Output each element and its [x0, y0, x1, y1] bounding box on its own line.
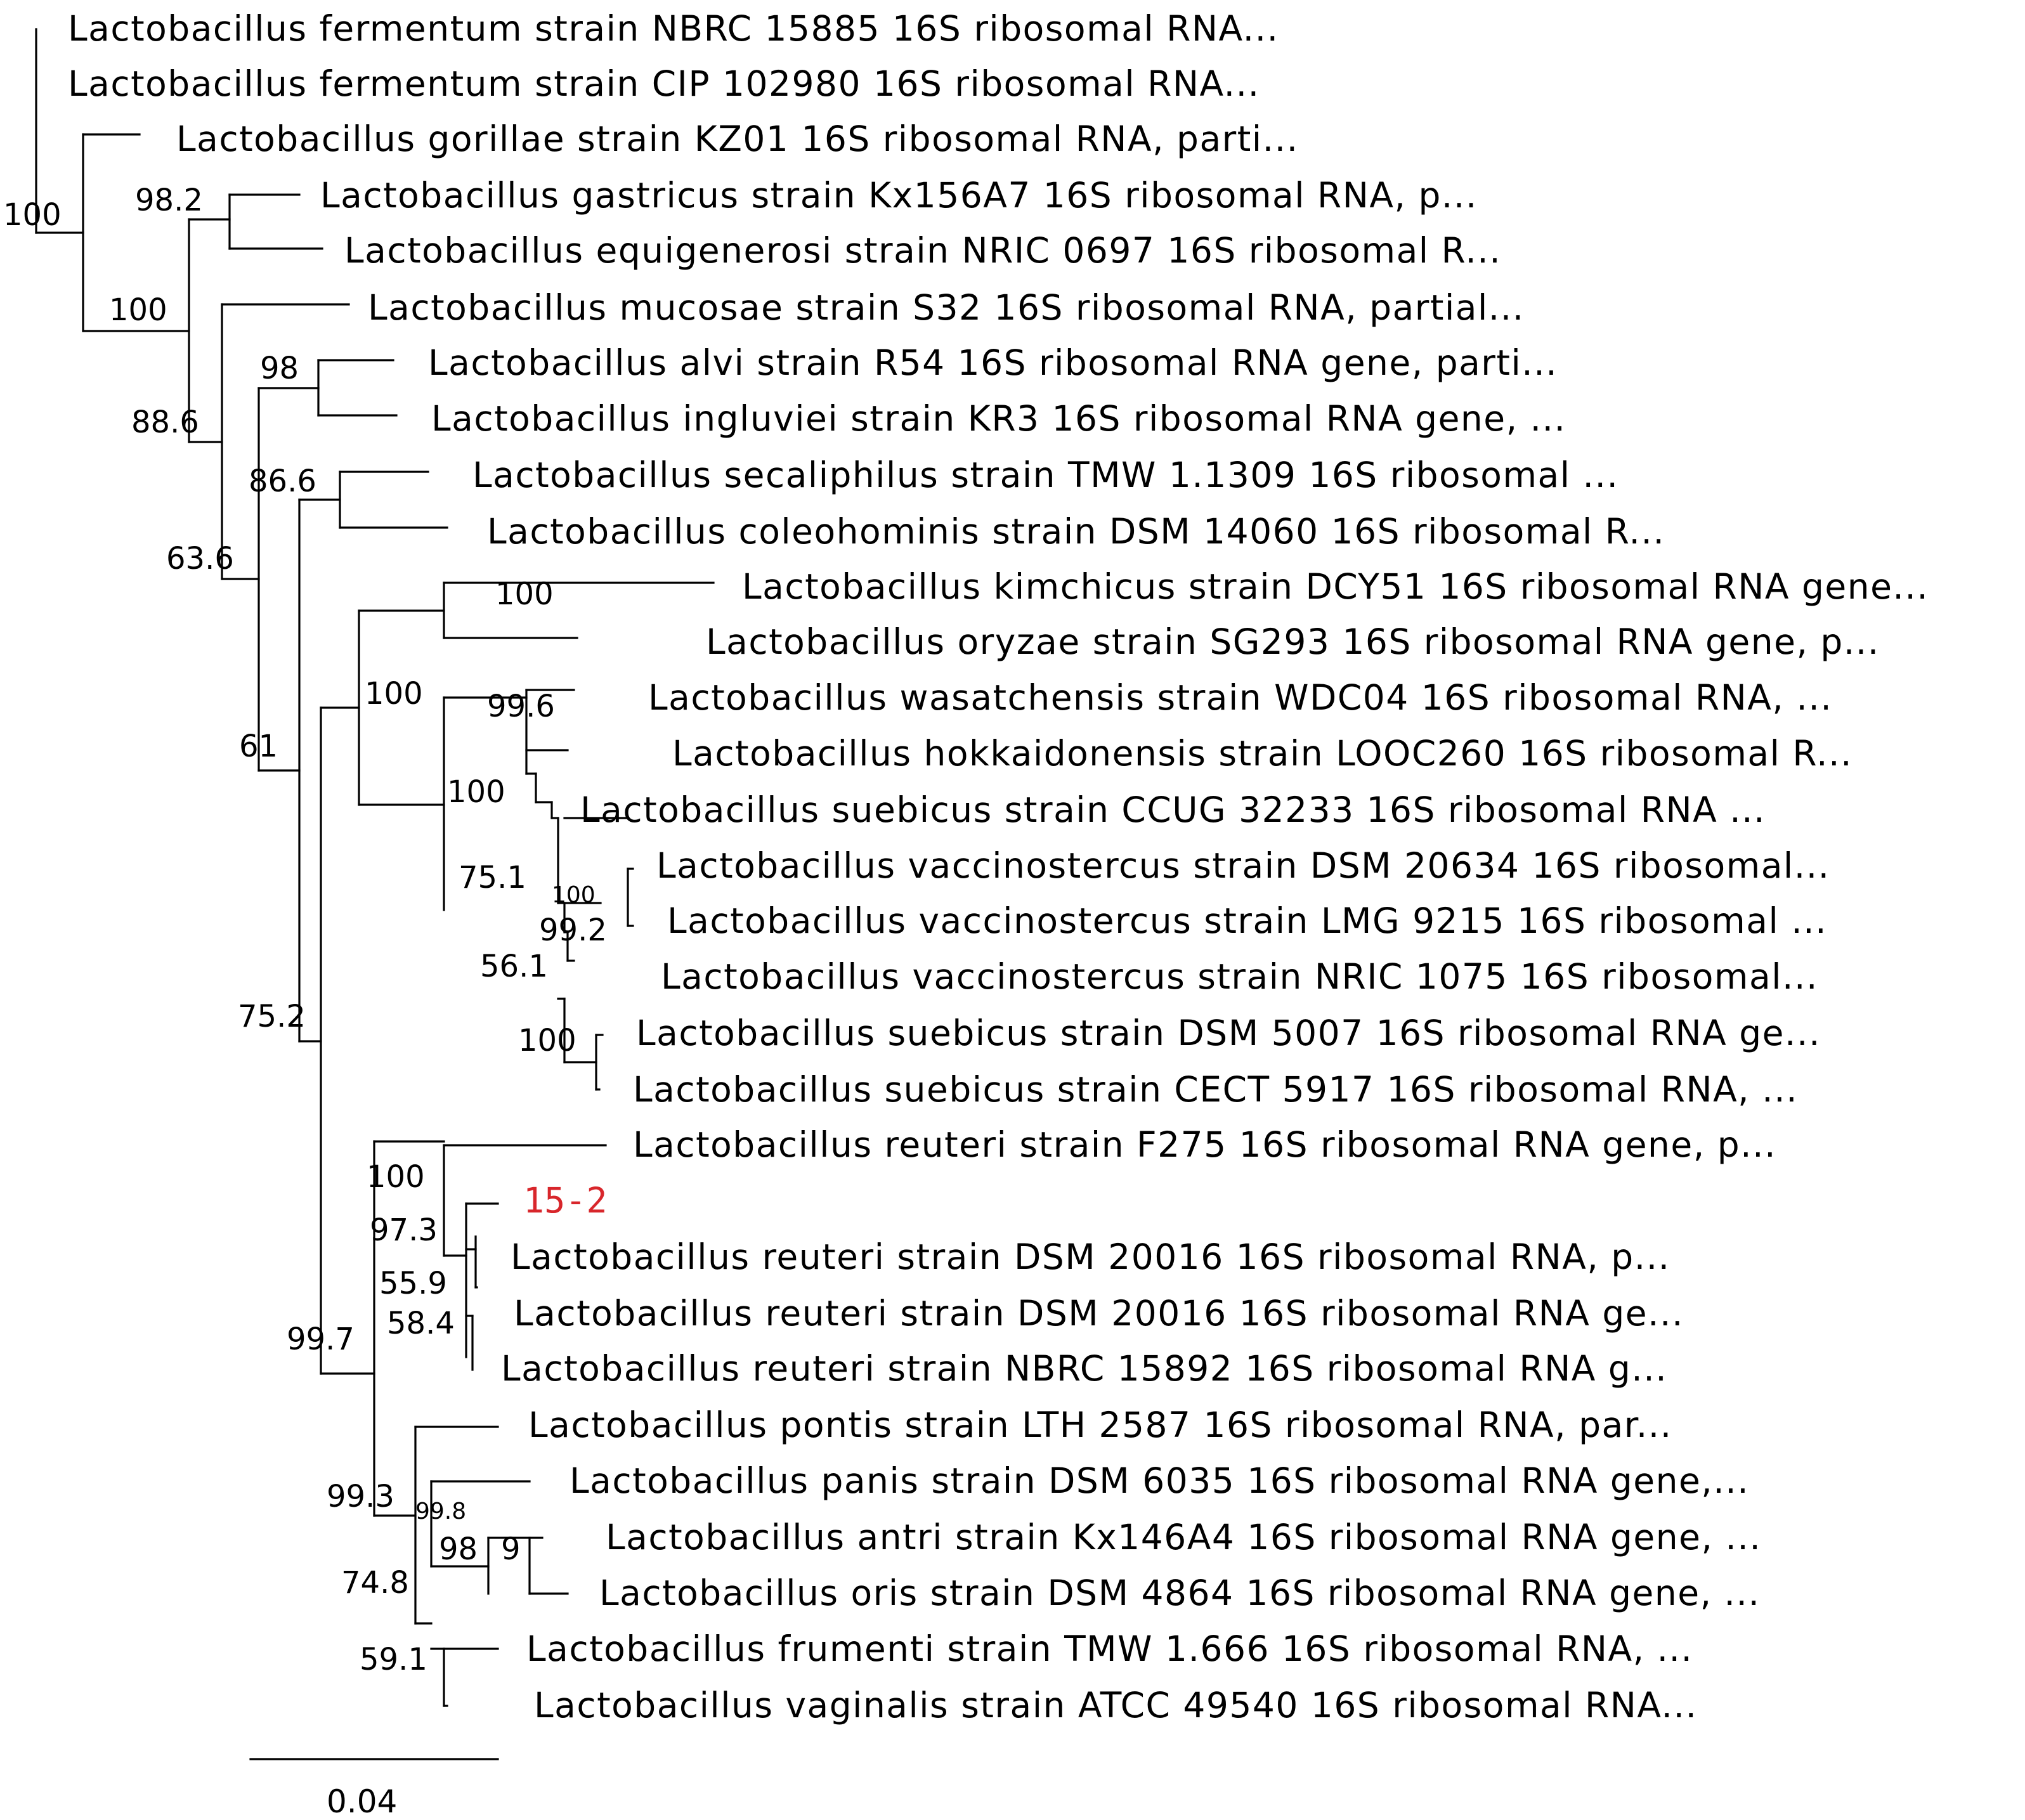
support-value: 99.6 — [487, 689, 555, 724]
leaf-label: Lactobacillus vaginalis strain ATCC 49540 16S ribosomal RNA... — [534, 1685, 1698, 1726]
support-value: 100 — [447, 774, 505, 810]
leaf-label: Lactobacillus panis strain DSM 6035 16S ribosomal RNA gene,... — [570, 1460, 1750, 1501]
scale-bar-label: 0.04 — [327, 1783, 398, 1820]
support-value: 58.4 — [387, 1306, 455, 1341]
support-value: 98 — [260, 351, 299, 386]
support-value: 99.8 — [415, 1498, 467, 1524]
support-value: 74.8 — [341, 1565, 409, 1601]
support-value: 88.6 — [131, 405, 199, 440]
support-value: 100 — [518, 1023, 576, 1058]
leaf-label: Lactobacillus hokkaidonensis strain LOOC260 16S ribosomal R... — [672, 733, 1853, 774]
support-value: 55.9 — [379, 1266, 447, 1301]
leaf-label: Lactobacillus pontis strain LTH 2587 16S ribosomal RNA, par... — [528, 1405, 1672, 1445]
leaf-label: Lactobacillus oryzae strain SG293 16S ribosomal RNA gene, p... — [706, 621, 1880, 662]
leaf-label: Lactobacillus ingluviei strain KR3 16S ribosomal RNA gene, ... — [431, 398, 1566, 439]
support-value: 99.7 — [287, 1322, 355, 1357]
support-value: 59.1 — [360, 1642, 427, 1677]
support-value: 100 — [109, 292, 167, 328]
support-value: 63.6 — [166, 541, 234, 576]
support-value: 100 — [365, 676, 423, 712]
leaf-label: Lactobacillus equigenerosi strain NRIC 0697 16S ribosomal R... — [344, 230, 1502, 271]
leaf-label: Lactobacillus reuteri strain DSM 20016 16S ribosomal RNA, p... — [511, 1237, 1670, 1277]
scale-bar — [251, 1759, 498, 1820]
support-value: 75.1 — [459, 860, 526, 895]
support-value: 99.2 — [539, 913, 607, 948]
leaf-labels — [68, 8, 1929, 1726]
support-value: 98 — [439, 1531, 478, 1567]
support-value: 61 — [239, 729, 278, 764]
leaf-label: Lactobacillus alvi strain R54 16S ribosomal RNA gene, parti... — [428, 342, 1558, 383]
support-value: 97.3 — [370, 1212, 438, 1248]
support-value: 100 — [552, 882, 596, 908]
leaf-label: Lactobacillus oris strain DSM 4864 16S ribosomal RNA gene, ... — [599, 1573, 1761, 1613]
leaf-label: Lactobacillus reuteri strain DSM 20016 16S ribosomal RNA ge... — [514, 1293, 1684, 1334]
support-value: 100 — [495, 576, 554, 612]
leaf-label: Lactobacillus reuteri strain NBRC 15892 16S ribosomal RNA g... — [501, 1348, 1668, 1389]
leaf-label: Lactobacillus coleohominis strain DSM 14060 16S ribosomal R... — [487, 511, 1665, 552]
leaf-label: Lactobacillus suebicus strain CECT 5917 16S ribosomal RNA, ... — [633, 1069, 1799, 1110]
support-value: 98.2 — [135, 183, 203, 218]
leaf-label: Lactobacillus gorillae strain KZ01 16S ribosomal RNA, parti... — [176, 119, 1299, 159]
support-value: 99.3 — [327, 1479, 394, 1514]
support-value: 56.1 — [480, 949, 548, 984]
leaf-label: Lactobacillus fermentum strain NBRC 15885 16S ribosomal RNA... — [68, 8, 1279, 49]
leaf-label: Lactobacillus antri strain Kx146A4 16S ribosomal RNA gene, ... — [606, 1517, 1762, 1557]
support-value: 75.2 — [238, 999, 306, 1034]
leaf-label: Lactobacillus suebicus strain CCUG 32233 16S ribosomal RNA ... — [580, 790, 1766, 830]
highlighted-leaf-label: 15-2 — [523, 1180, 608, 1221]
leaf-label: Lactobacillus secaliphilus strain TMW 1.1309 16S ribosomal ... — [472, 455, 1619, 495]
support-value: 100 — [367, 1159, 425, 1195]
leaf-label: Lactobacillus frumenti strain TMW 1.666 16S ribosomal RNA, ... — [526, 1628, 1693, 1669]
support-value: 86.6 — [249, 464, 316, 499]
leaf-label: Lactobacillus mucosae strain S32 16S ribosomal RNA, partial... — [368, 287, 1525, 328]
support-value: 100 — [3, 197, 62, 233]
tree-branches — [36, 29, 713, 1706]
leaf-label: Lactobacillus vaccinostercus strain NRIC 1075 16S ribosomal... — [661, 956, 1818, 997]
leaf-label: Lactobacillus reuteri strain F275 16S ribosomal RNA gene, p... — [633, 1124, 1777, 1165]
leaf-label: Lactobacillus fermentum strain CIP 102980 16S ribosomal RNA... — [68, 63, 1260, 104]
leaf-label: Lactobacillus wasatchensis strain WDC04 16S ribosomal RNA, ... — [648, 677, 1833, 718]
leaf-label: Lactobacillus suebicus strain DSM 5007 16S ribosomal RNA ge... — [636, 1013, 1821, 1053]
leaf-label: Lactobacillus vaccinostercus strain DSM 20634 16S ribosomal... — [656, 845, 1830, 886]
leaf-label: Lactobacillus kimchicus strain DCY51 16S ribosomal RNA gene... — [742, 566, 1929, 607]
leaf-label: Lactobacillus vaccinostercus strain LMG 9215 16S ribosomal ... — [667, 900, 1828, 941]
support-value: 9 — [501, 1531, 521, 1567]
leaf-label: Lactobacillus gastricus strain Kx156A7 16S ribosomal RNA, p... — [320, 175, 1478, 216]
